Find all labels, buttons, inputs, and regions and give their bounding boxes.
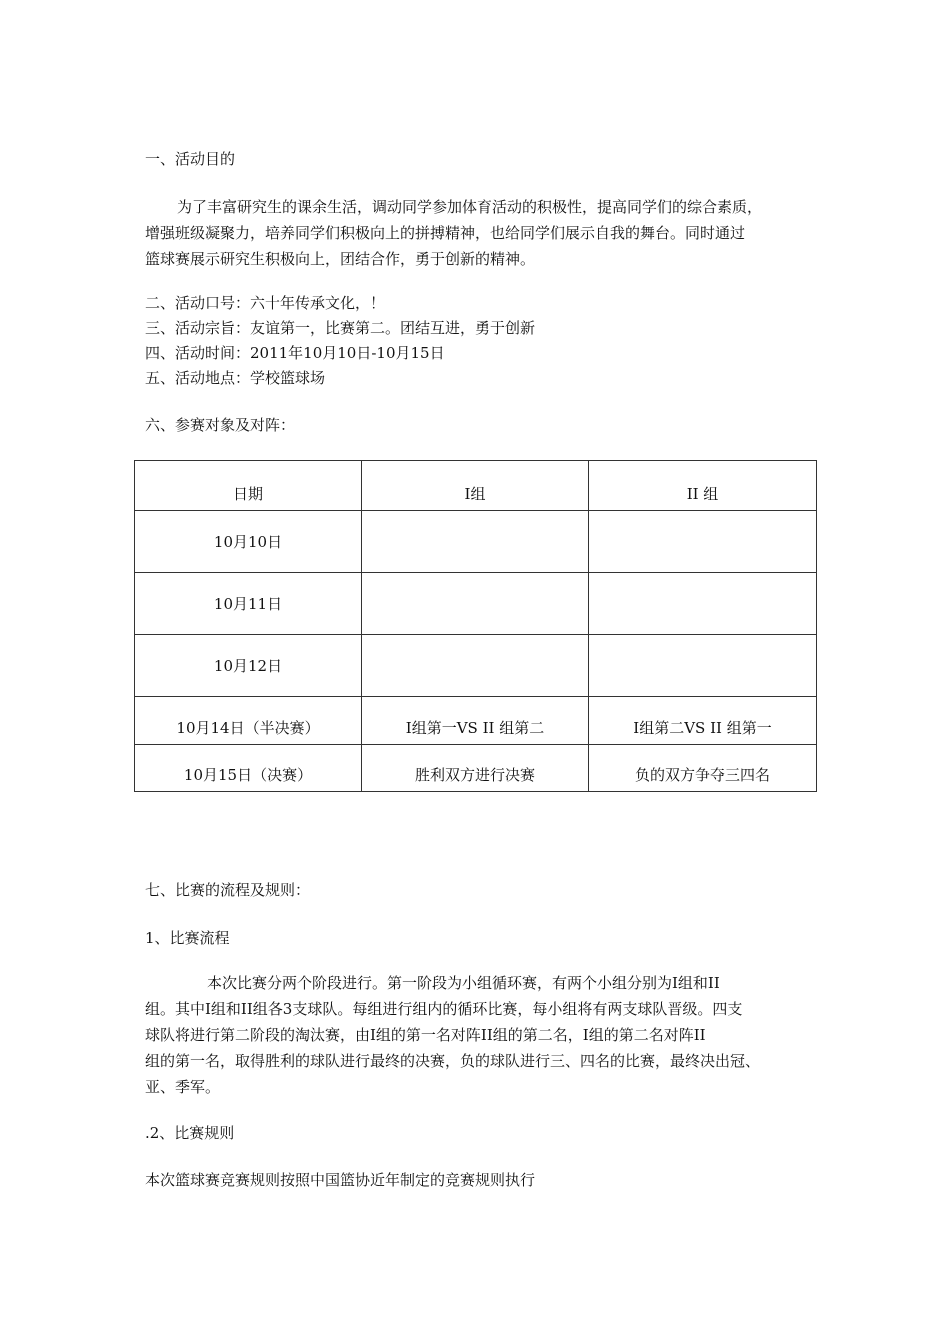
paragraph-line: 球队将进行第二阶段的淘汰赛，由I组的第一名对阵II组的第二名，I组的第二名对阵II	[145, 1026, 706, 1044]
date-cell: 10月14日（半决赛）	[135, 697, 362, 745]
section1-paragraph	[145, 194, 825, 272]
date-cell: 10月12日	[135, 635, 362, 697]
table-row	[135, 511, 817, 573]
section1-heading: 一、活动目的	[145, 150, 236, 168]
group-2-cell: 负的双方争夺三四名	[589, 745, 817, 792]
section7-heading: 七、比赛的流程及规则：	[145, 881, 311, 899]
group-2-cell: I组第二VS II 组第一	[589, 697, 817, 745]
header-group-1: I组	[362, 461, 589, 511]
group-2-cell	[589, 635, 817, 697]
slogan-line: 二、活动口号：六十年传承文化，！	[145, 294, 386, 312]
header-date: 日期	[135, 461, 362, 511]
group-2-cell	[589, 511, 817, 573]
table-row	[135, 635, 817, 697]
paragraph-line: 本次比赛分两个阶段进行。第一阶段为小组循环赛，有两个小组分别为I组和II	[207, 974, 720, 992]
table-row	[135, 573, 817, 635]
rules-text: 本次篮球赛竞赛规则按照中国篮协近年制定的竞赛规则执行	[145, 1171, 536, 1189]
place-line: 五、活动地点：学校篮球场	[145, 369, 326, 387]
paragraph-line: 增强班级凝聚力，培养同学们积极向上的拼搏精神，也给同学们展示自我的舞台。同时通过	[145, 224, 746, 242]
header-group-2: II 组	[589, 461, 817, 511]
table-header-row	[135, 461, 817, 511]
date-cell: 10月15日（决赛）	[135, 745, 362, 792]
table-row	[135, 745, 817, 792]
group-1-cell: I组第一VS II 组第二	[362, 697, 589, 745]
paragraph-line: 组的第一名，取得胜利的球队进行最终的决赛，负的球队进行三、四名的比赛，最终决出冠、	[145, 1052, 761, 1070]
paragraph-line: 为了丰富研究生的课余生活，调动同学参加体育活动的积极性，提高同学们的综合素质，	[177, 198, 763, 216]
group-1-cell: 胜利双方进行决赛	[362, 745, 589, 792]
date-cell: 10月11日	[135, 573, 362, 635]
flow-subheading: 1、比赛流程	[145, 929, 230, 947]
group-2-cell	[589, 573, 817, 635]
time-line: 四、活动时间：2011年10月10日-10月15日	[145, 344, 445, 362]
group-1-cell	[362, 635, 589, 697]
table-row	[135, 697, 817, 745]
section6-heading: 六、参赛对象及对阵：	[145, 416, 296, 434]
group-1-cell	[362, 511, 589, 573]
paragraph-line: 亚、季军。	[145, 1078, 221, 1096]
paragraph-line: 篮球赛展示研究生积极向上，团结合作，勇于创新的精神。	[145, 250, 536, 268]
paragraph-line: 组。其中I组和II组各3支球队。每组进行组内的循环比赛，每小组将有两支球队晋级。四支	[145, 1000, 743, 1018]
flow-paragraph	[145, 970, 825, 1100]
schedule-table	[134, 460, 817, 792]
date-cell: 10月10日	[135, 511, 362, 573]
purpose-line: 三、活动宗旨：友谊第一，比赛第二。团结互进，勇于创新	[145, 319, 536, 337]
group-1-cell	[362, 573, 589, 635]
rules-subheading: .2、比赛规则	[145, 1124, 235, 1142]
